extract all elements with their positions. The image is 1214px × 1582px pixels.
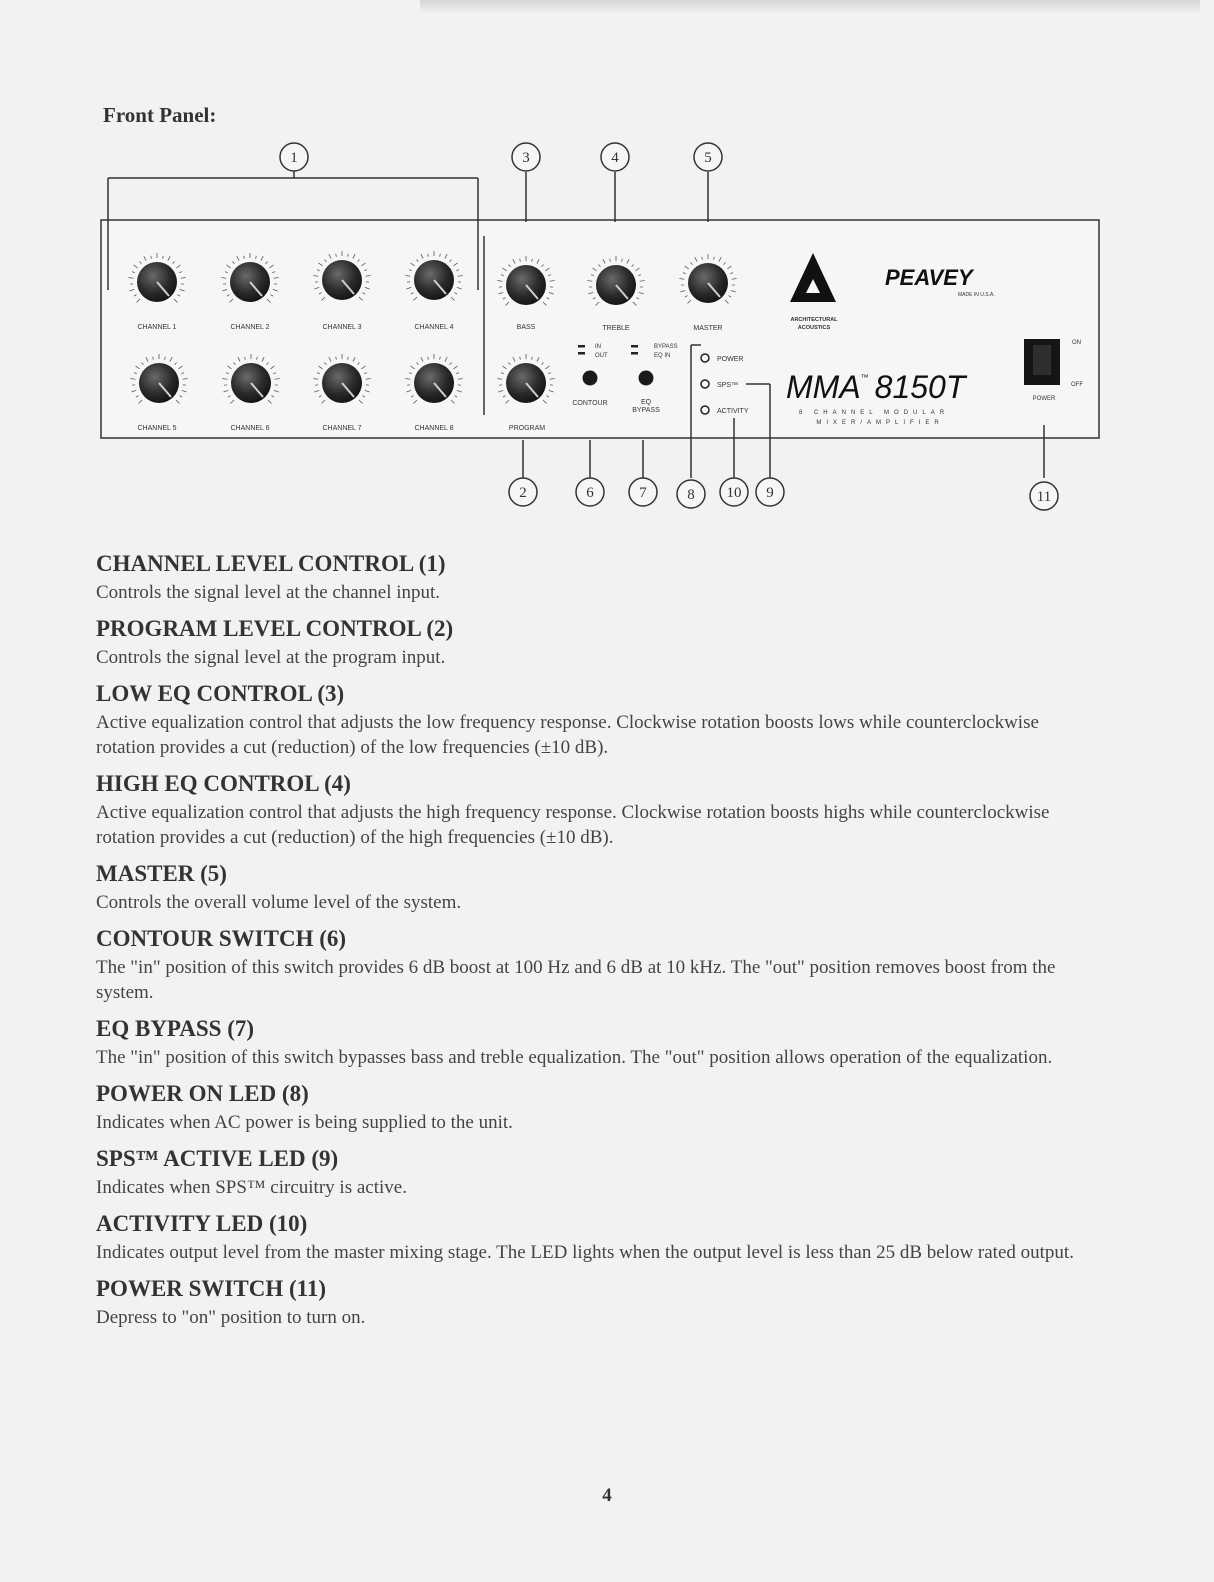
in-label: IN xyxy=(595,344,601,350)
entry-title: SPS™ ACTIVE LED (9) xyxy=(96,1146,339,1171)
callout-3 xyxy=(512,143,540,171)
made-in-usa: MADE IN U.S.A. xyxy=(958,292,995,298)
entry-activity-led xyxy=(96,1210,1096,1265)
callout-5 xyxy=(694,143,722,171)
callout-number: 5 xyxy=(704,150,712,166)
eq-bypass-label-1: EQ xyxy=(640,399,652,406)
callout-number: 11 xyxy=(1036,489,1052,505)
callout-6 xyxy=(576,478,604,506)
entry-body: Active equalization control that adjusts the low frequency response. Clockwise rotation boosts lows while counterclockwise rotation provides a cut (reduction) of the low frequencies (±10 dB). xyxy=(96,712,1039,758)
channel-4-label: CHANNEL 4 xyxy=(414,324,454,331)
model-subtitle-2: MIXER/AMPLIFIER xyxy=(816,420,944,426)
channel-1-label: CHANNEL 1 xyxy=(137,324,177,331)
entry-high-eq xyxy=(96,770,1096,850)
callout-7 xyxy=(629,478,657,506)
svg-text:ARCHITECTURAL: ARCHITECTURAL xyxy=(790,317,838,323)
entry-body: Controls the overall volume level of the system. xyxy=(96,892,462,913)
entry-contour-switch xyxy=(96,925,1096,1005)
out-label: OUT xyxy=(595,353,608,359)
entry-title: MASTER (5) xyxy=(96,861,227,886)
callout-4 xyxy=(601,143,629,171)
activity-led-label: ACTIVITY xyxy=(717,408,749,415)
entry-title: CHANNEL LEVEL CONTROL (1) xyxy=(96,551,446,576)
switch-on-label: ON xyxy=(1072,340,1081,346)
entry-body: Active equalization control that adjusts the high frequency response. Clockwise rotation boosts highs while counterclockwise rotation provides a cut (reduction) of the high frequencies (±10 dB). xyxy=(96,802,1050,848)
switch-power-label: POWER xyxy=(1032,396,1056,402)
callout-1 xyxy=(280,143,308,171)
entry-title: POWER SWITCH (11) xyxy=(96,1276,327,1301)
callout-number: 7 xyxy=(639,485,647,501)
channel-8-label: CHANNEL 8 xyxy=(414,425,454,432)
entry-low-eq xyxy=(96,680,1096,760)
entry-body: The "in" position of this switch provides 6 dB boost at 100 Hz and 6 dB at 10 kHz. The "out" position removes boost from the system. xyxy=(96,957,1056,1003)
model-name: MMA™ 8150T xyxy=(786,369,966,405)
entry-master xyxy=(96,860,1096,915)
callout-number: 4 xyxy=(611,150,619,166)
callout-number: 8 xyxy=(687,487,695,503)
entry-title: PROGRAM LEVEL CONTROL (2) xyxy=(96,616,454,641)
callout-8 xyxy=(677,480,705,508)
program-label: PROGRAM xyxy=(508,425,546,432)
callout-number: 10 xyxy=(726,485,742,501)
model-subtitle-1: 8 CHANNEL MODULAR xyxy=(798,410,950,416)
contour-label: CONTOUR xyxy=(572,400,608,407)
entry-program-level xyxy=(96,615,1096,670)
eq-bypass-label-2: BYPASS xyxy=(632,407,660,414)
entry-eq-bypass xyxy=(96,1015,1096,1070)
entry-body: Indicates when SPS™ circuitry is active. xyxy=(96,1177,407,1198)
entry-title: LOW EQ CONTROL (3) xyxy=(96,681,345,706)
callout-number: 2 xyxy=(519,485,527,501)
entry-sps-led xyxy=(96,1145,1096,1200)
entry-power-led xyxy=(96,1080,1096,1135)
entry-body: Depress to "on" position to turn on. xyxy=(96,1307,366,1328)
channel-3-label: CHANNEL 3 xyxy=(322,324,362,331)
sps-led-label: SPS™ xyxy=(717,382,739,389)
power-led-label: POWER xyxy=(717,356,744,363)
bass-label: BASS xyxy=(516,324,536,331)
entry-body: The "in" position of this switch bypasses bass and treble equalization. The "out" position allows operation of the equalization. xyxy=(96,1047,1053,1068)
callout-number: 1 xyxy=(290,150,298,166)
page-number: 4 xyxy=(602,1485,612,1506)
callout-2 xyxy=(509,478,537,506)
channel-7-label: CHANNEL 7 xyxy=(322,425,362,432)
callout-11 xyxy=(1030,482,1058,510)
entry-channel-level xyxy=(96,550,1096,605)
entry-title: EQ BYPASS (7) xyxy=(96,1016,255,1041)
entry-body: Controls the signal level at the channel input. xyxy=(96,582,441,603)
svg-text:ACOUSTICS: ACOUSTICS xyxy=(797,325,831,331)
entry-title: CONTOUR SWITCH (6) xyxy=(96,926,347,951)
master-label: MASTER xyxy=(693,325,723,332)
bypass-label: BYPASS xyxy=(654,344,678,350)
channel-6-label: CHANNEL 6 xyxy=(230,425,270,432)
front-panel-diagram xyxy=(0,130,1214,530)
entry-title: HIGH EQ CONTROL (4) xyxy=(96,771,351,796)
channel-5-label: CHANNEL 5 xyxy=(137,425,177,432)
callout-number: 3 xyxy=(522,150,530,166)
switch-off-label: OFF xyxy=(1071,382,1083,388)
control-descriptions xyxy=(96,550,1096,1340)
entry-title: ACTIVITY LED (10) xyxy=(96,1211,308,1236)
section-heading: Front Panel: xyxy=(103,103,217,127)
callout-9 xyxy=(756,478,784,506)
peavey-logo: PEAVEY xyxy=(885,265,973,290)
eq-in-label: EQ IN xyxy=(654,353,671,359)
entry-title: POWER ON LED (8) xyxy=(96,1081,309,1106)
entry-body: Controls the signal level at the program input. xyxy=(96,647,446,668)
callout-number: 9 xyxy=(766,485,774,501)
callout-number: 6 xyxy=(586,485,594,501)
entry-body: Indicates when AC power is being supplied to the unit. xyxy=(96,1112,513,1133)
scan-shadow xyxy=(420,0,1200,14)
entry-power-switch xyxy=(96,1275,1096,1330)
channel-2-label: CHANNEL 2 xyxy=(230,324,270,331)
callout-10 xyxy=(720,478,748,506)
treble-label: TREBLE xyxy=(602,325,630,332)
entry-body: Indicates output level from the master mixing stage. The LED lights when the output level is less than 25 dB below rated output. xyxy=(96,1242,1074,1263)
